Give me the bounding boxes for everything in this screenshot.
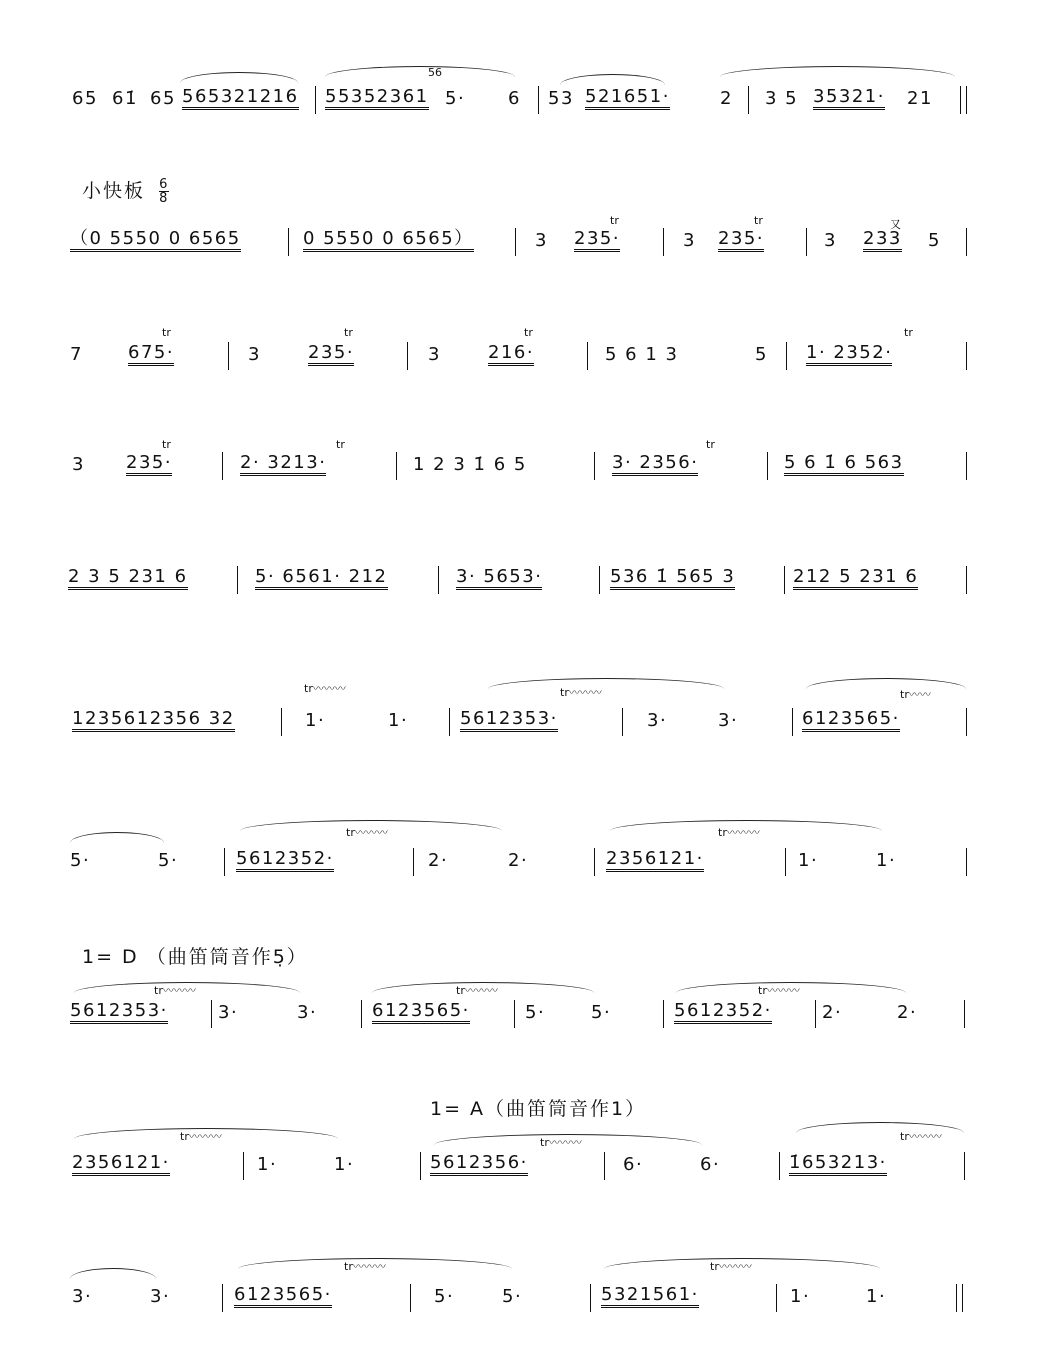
note-group: 6123565· [802, 710, 900, 732]
note-group: 235· [308, 344, 354, 366]
meter-numerator: 6 [159, 177, 170, 192]
note-group: 5612356· [430, 1154, 528, 1176]
note-group: 1· [388, 710, 409, 731]
note-group: 3 [248, 344, 261, 365]
note-group: 235· [574, 230, 620, 252]
trill-mark: tr [524, 326, 533, 339]
barline [515, 228, 516, 256]
note-group: 5· [158, 850, 179, 871]
note-group: 5· [434, 1286, 455, 1307]
barline [413, 848, 414, 876]
barline [786, 342, 787, 370]
slur [720, 66, 955, 77]
barline [966, 566, 967, 594]
barline [222, 452, 223, 480]
meter-denominator: 8 [159, 191, 170, 206]
note-group: 1· [876, 850, 897, 871]
note-group: 1· 2352· [806, 344, 892, 366]
note-group: 5· [70, 850, 91, 871]
note-group: 1· [798, 850, 819, 871]
slur [180, 72, 298, 83]
barline [243, 1152, 244, 1180]
barline [594, 452, 595, 480]
barline [211, 1000, 212, 1028]
note-group: 3· [297, 1002, 318, 1023]
note-group: 3· [647, 710, 668, 731]
note-group: 5321561· [601, 1286, 699, 1308]
trill-mark: tr〰〰 [900, 688, 931, 701]
note-group: 65 [72, 88, 98, 109]
barline [792, 708, 793, 736]
note-group: 3· [218, 1002, 239, 1023]
note-group: 233 [863, 230, 902, 252]
trill-mark: tr〰〰〰 [304, 682, 346, 695]
note-group: 1· [790, 1286, 811, 1307]
trill-mark: tr [162, 438, 171, 451]
barline [966, 452, 967, 480]
key-signature-d: 1= D （曲笛筒音作5̣） [82, 946, 308, 968]
note-group: 6123565· [234, 1286, 332, 1308]
barline [407, 342, 408, 370]
note-group: 53 [548, 88, 574, 109]
barline [966, 848, 967, 876]
barline [663, 228, 664, 256]
barline [514, 1000, 515, 1028]
barline [776, 1284, 777, 1312]
note-group: 521651· [585, 88, 670, 110]
note-group: 21 [907, 88, 933, 109]
note-group: 5 [928, 230, 941, 251]
note-group: 2 3 5 231 6 [68, 568, 188, 590]
note-group: 1235612356 32 [72, 710, 235, 732]
trill-mark: tr〰〰〰 [344, 1260, 386, 1273]
note-group: 5 6 1̇ 6 563 [784, 454, 904, 476]
barline [538, 86, 539, 114]
note-group: 65 [150, 88, 176, 109]
note-group: 1̇653213· [789, 1154, 887, 1176]
trill-mark: tr〰〰〰 [718, 826, 760, 839]
slur [325, 66, 515, 77]
note-group: 536 1̇ 565 3 [610, 568, 735, 590]
barline [587, 342, 588, 370]
barline [594, 848, 595, 876]
barline [281, 708, 282, 736]
barline [288, 228, 289, 256]
slur [560, 74, 665, 85]
trill-mark: tr [754, 214, 763, 227]
note-group: 3 [428, 344, 441, 365]
note-group: 235· [718, 230, 764, 252]
double-barline [956, 1284, 963, 1312]
slur [70, 1268, 156, 1279]
trill-mark: tr [162, 326, 171, 339]
note-group: 5612353· [460, 710, 558, 732]
barline [410, 1284, 411, 1312]
barline [228, 342, 229, 370]
trill-mark: tr〰〰〰 [540, 1136, 582, 1149]
note-group: 5612352· [236, 850, 334, 872]
note-group: 2· 3213· [240, 454, 326, 476]
note-group: 2 [720, 88, 733, 109]
note-group: 3 [535, 230, 548, 251]
note-group: 35321· [813, 88, 885, 110]
note-group: 2· [897, 1002, 918, 1023]
slur [488, 678, 724, 689]
note-group: 3· 2356· [612, 454, 698, 476]
barline [449, 708, 450, 736]
barline [966, 342, 967, 370]
barline [767, 452, 768, 480]
note-group: 675· [128, 344, 174, 366]
barline [604, 1152, 605, 1180]
note-group: 2356121· [72, 1154, 170, 1176]
note-group: 3 [824, 230, 837, 251]
barline [779, 1152, 780, 1180]
note-group: 5 6 1 3 [605, 344, 679, 365]
note-group: 565321216 [182, 88, 299, 110]
tempo-text: 小快板 [82, 180, 146, 202]
barline [420, 1152, 421, 1180]
note-group: 5· [445, 88, 466, 109]
note-group: 1· [334, 1154, 355, 1175]
trill-mark: tr [610, 214, 619, 227]
trill-mark: tr〰〰〰 [758, 984, 800, 997]
note-group: 5· [502, 1286, 523, 1307]
trill-mark: tr [706, 438, 715, 451]
note-group: 3 [72, 454, 85, 475]
slur [70, 832, 164, 843]
note-group: 5 [755, 344, 768, 365]
note-group: 5612353· [70, 1002, 168, 1024]
note-group: 3· [718, 710, 739, 731]
barline [361, 1000, 362, 1028]
note-group: 1· [305, 710, 326, 731]
double-barline [960, 86, 967, 114]
note-group: 3 [683, 230, 696, 251]
ornament-mark: 又 [890, 218, 901, 231]
note-group: 7 [70, 344, 83, 365]
trill-mark: tr〰〰〰 [560, 686, 602, 699]
barline [222, 1284, 223, 1312]
note-group: 6123565· [372, 1002, 470, 1024]
barline [964, 1000, 965, 1028]
note-group: 55352361 [325, 88, 429, 110]
note-group: 2356121· [606, 850, 704, 872]
barline [964, 1152, 965, 1180]
slur [806, 678, 966, 689]
note-group: 6· [700, 1154, 721, 1175]
ornament-mark: 56 [428, 66, 442, 79]
note-group: 235· [126, 454, 172, 476]
barline [396, 452, 397, 480]
barline [438, 566, 439, 594]
note-group: 2· [508, 850, 529, 871]
trill-mark: tr〰〰〰 [710, 1260, 752, 1273]
note-group: 5· 6561· 212 [255, 568, 388, 590]
note-group: 5612352· [674, 1002, 772, 1024]
key-signature-a: 1= A（曲笛筒音作1） [430, 1098, 647, 1120]
note-group: 0 5550 0 6565） [303, 230, 474, 252]
barline [237, 566, 238, 594]
barline [966, 228, 967, 256]
barline [966, 708, 967, 736]
barline [590, 1284, 591, 1312]
note-group: 1· [257, 1154, 278, 1175]
note-group: 6· [623, 1154, 644, 1175]
barline [815, 1000, 816, 1028]
barline [663, 1000, 664, 1028]
trill-mark: tr [344, 326, 353, 339]
trill-mark: tr〰〰〰 [180, 1130, 222, 1143]
trill-mark: tr〰〰〰 [456, 984, 498, 997]
barline [784, 566, 785, 594]
trill-mark: tr〰〰〰 [346, 826, 388, 839]
note-group: 5· [525, 1002, 546, 1023]
tempo-label [82, 176, 169, 205]
note-group: 3· 5653· [456, 568, 542, 590]
meter-signature [159, 178, 169, 205]
barline [315, 86, 316, 114]
note-group: 212 5 231 6 [793, 568, 918, 590]
trill-mark: tr〰〰〰 [154, 984, 196, 997]
trill-mark: tr [904, 326, 913, 339]
note-group: 216· [488, 344, 534, 366]
note-group: （0 5550 0 6565 [70, 230, 241, 252]
barline [599, 566, 600, 594]
barline [622, 708, 623, 736]
barline [224, 848, 225, 876]
note-group: 61̇ [112, 88, 138, 109]
barline [785, 848, 786, 876]
note-group: 3 5 [765, 88, 799, 109]
note-group: 1· [866, 1286, 887, 1307]
trill-mark: tr [336, 438, 345, 451]
note-group: 3· [72, 1286, 93, 1307]
note-group: 1 2 3 1̇ 6 5 [413, 454, 527, 475]
note-group: 5· [591, 1002, 612, 1023]
note-group: 3· [150, 1286, 171, 1307]
note-group: 6 [508, 88, 521, 109]
note-group: 2· [428, 850, 449, 871]
note-group: 2· [822, 1002, 843, 1023]
barline [806, 228, 807, 256]
barline [748, 86, 749, 114]
trill-mark: tr〰〰〰 [900, 1130, 942, 1143]
